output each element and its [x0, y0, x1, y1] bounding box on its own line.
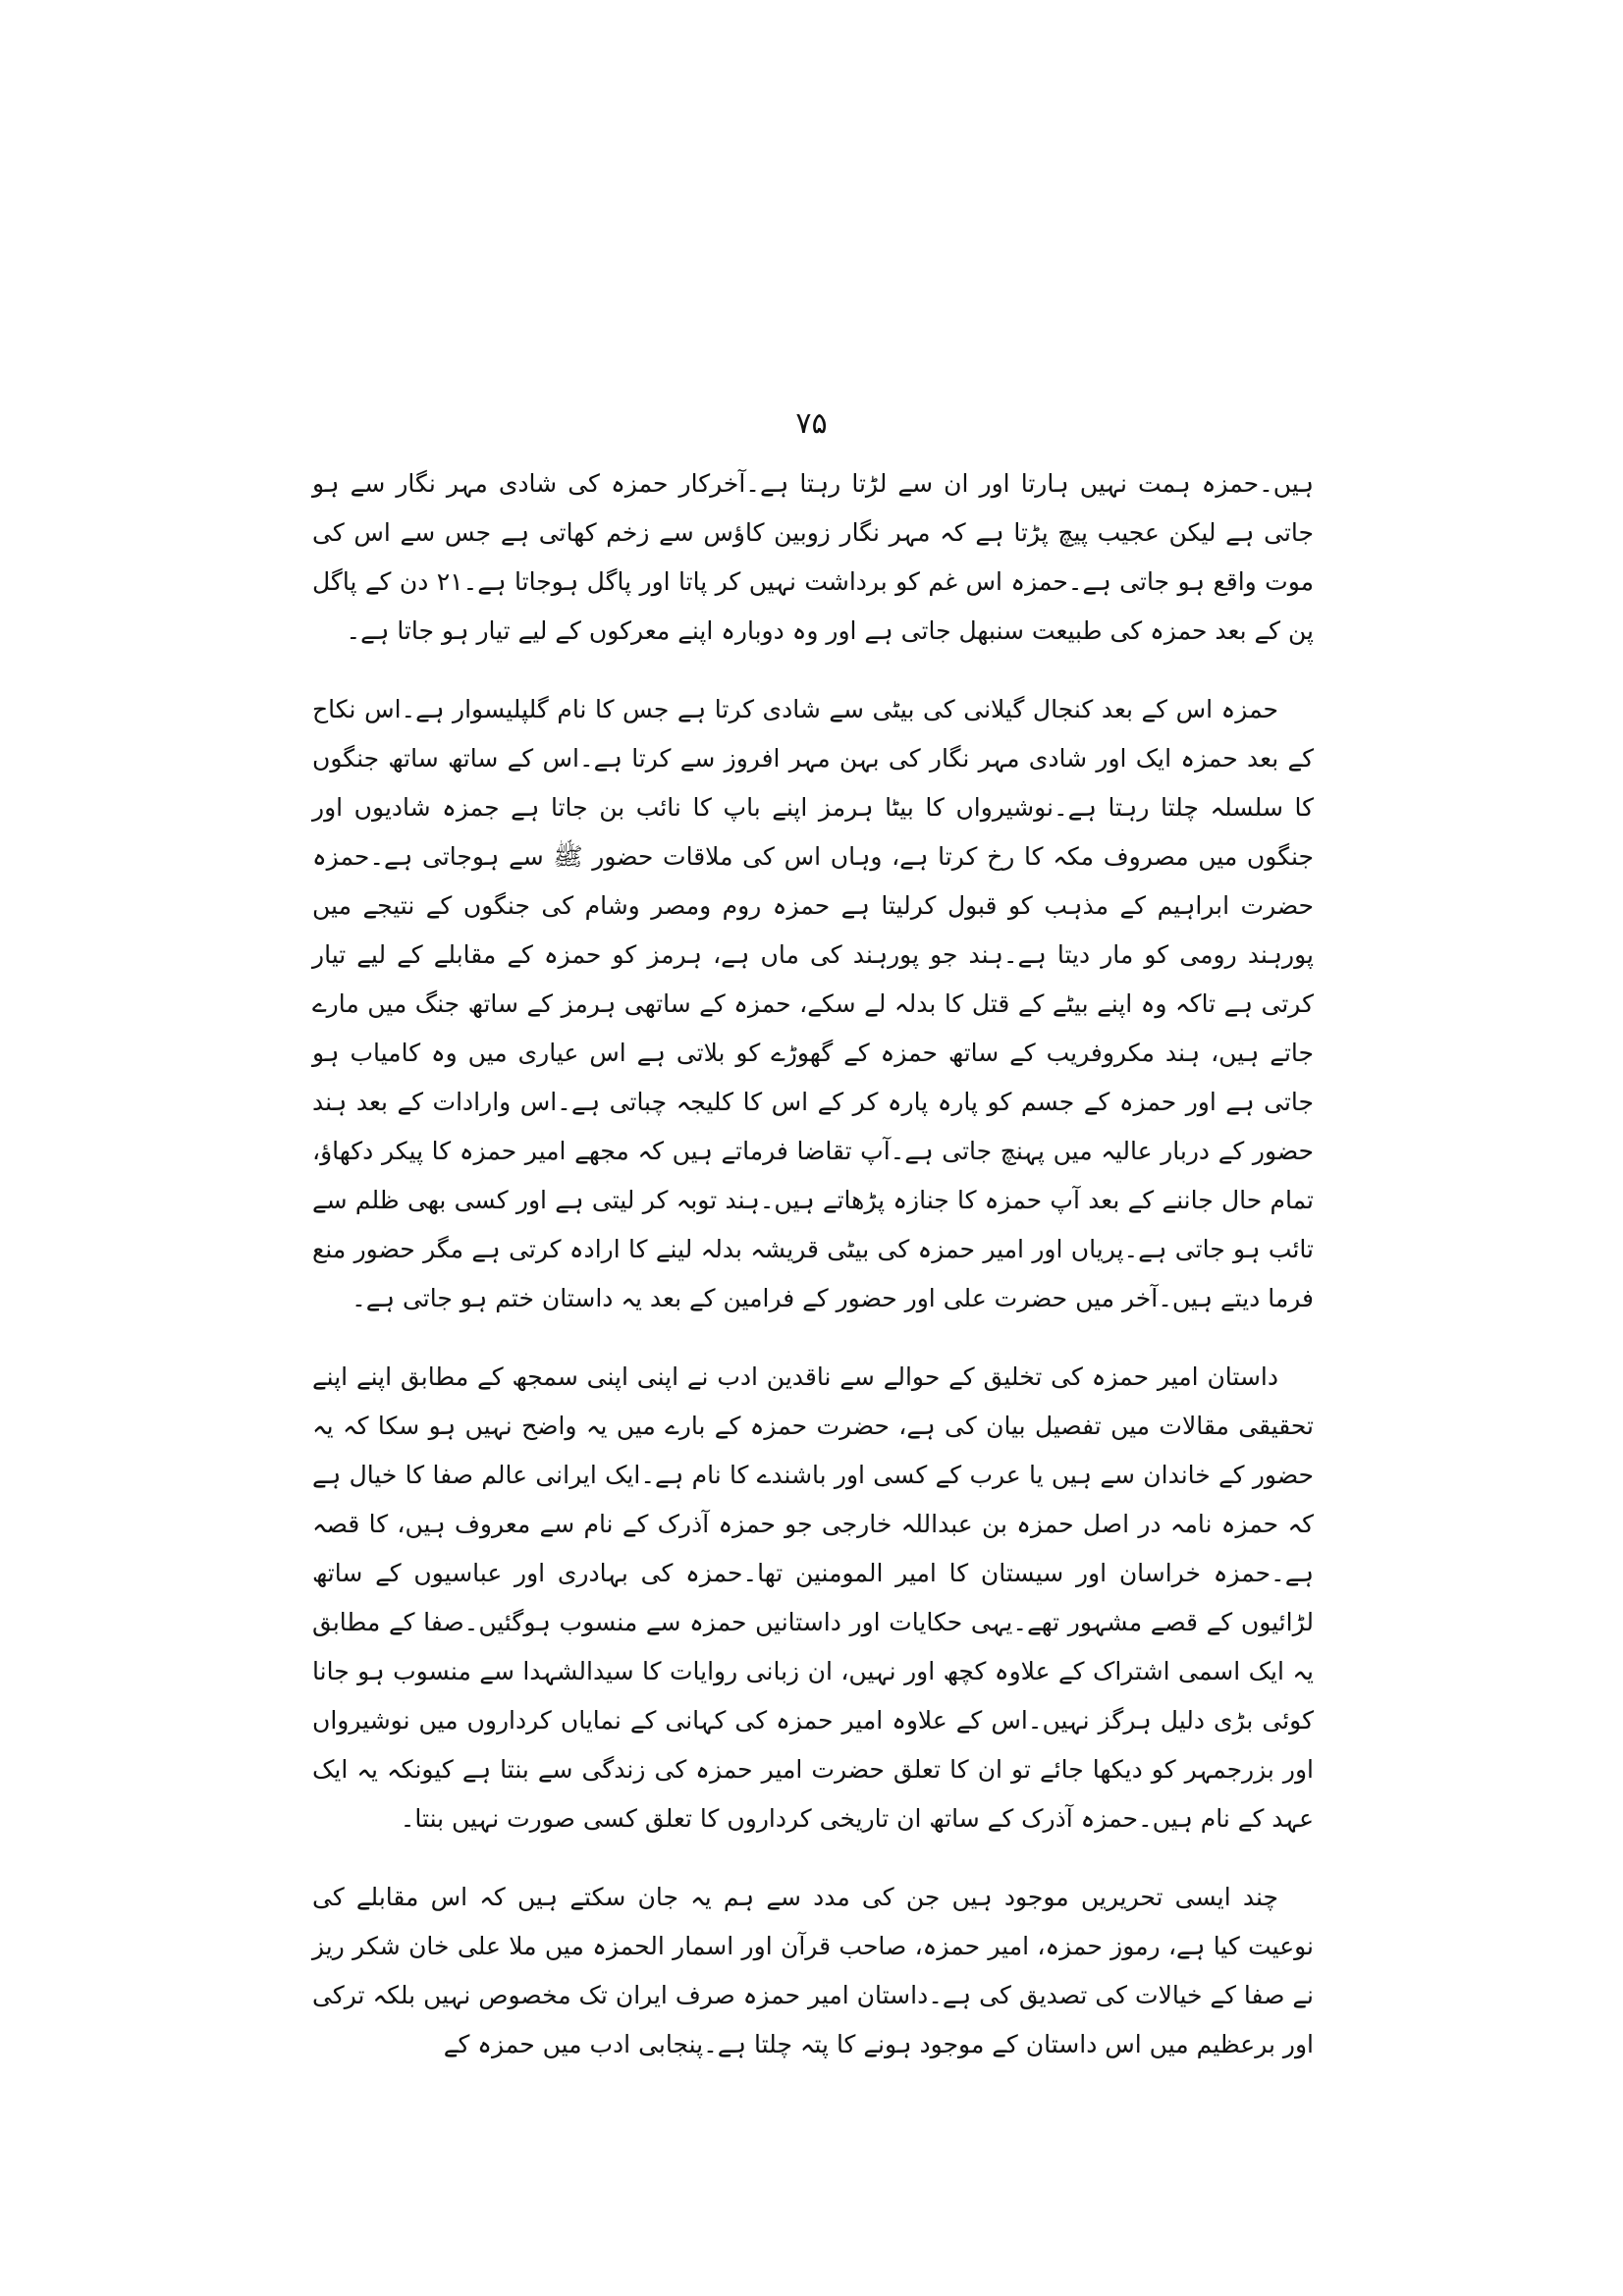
paragraph-2: حمزہ اس کے بعد کنجال گیلانی کی بیٹی سے شادی کرتا ہے جس کا نام گلپلیسوار ہے۔اس نکاح کے بعد حمزہ ایک اور شادی مہر نگار کی بہن مہر افروز سے کرتا ہے۔اس کے ساتھ ساتھ جنگوں کا سلسلہ چلتا رہتا ہے۔نوشیرواں کا بیٹا ہرمز اپنے باپ کا نائب بن جاتا ہے جمزہ شادیوں اور جنگوں میں مصروف مکہ کا رخ کرتا ہے، وہاں اس کی ملاقات حضور ﷺ سے ہوجاتی ہے۔حمزہ حضرت ابراہیم کے مذہب کو قبول کرلیتا ہے حمزہ روم ومصر وشام کی جنگوں کے نتیجے میں پورہند رومی کو مار دیتا ہے۔ہند جو پورہند کی ماں ہے، ہرمز کو حمزہ کے مقابلے کے لیے تیار کرتی ہے تاکہ وہ اپنے بیٹے کے قتل کا بدلہ لے سکے، حمزہ کے ساتھی ہرمز کے ساتھ جنگ میں مارے جاتے ہیں، ہند مکروفریب کے ساتھ حمزہ کے گھوڑے کو بلاتی ہے اس عیاری میں وہ کامیاب ہو جاتی ہے اور حمزہ کے جسم کو پارہ پارہ کر کے اس کا کلیجہ چباتی ہے۔اس وارادات کے بعد ہند حضور کے دربار عالیہ میں پہنچ جاتی ہے۔آپ تقاضا فرماتے ہیں کہ مجھے امیر حمزہ کا پیکر دکھاؤ، تمام حال جاننے کے بعد آپ حمزہ کا جنازہ پڑھاتے ہیں۔ہند توبہ کر لیتی ہے اور کسی بھی ظلم سے تائب ہو جاتی ہے۔پریاں اور امیر حمزہ کی بیٹی قریشہ بدلہ لینے کا ارادہ کرتی ہے مگر حضور منع فرما دیتے ہیں۔آخر میں حضرت علی اور حضور کے فرامین کے بعد یہ داستان ختم ہو جاتی ہے۔	[312, 695, 1314, 1312]
body-text	[312, 459, 1314, 2099]
page-number: ۷۵	[795, 406, 828, 441]
paragraph-3: داستان امیر حمزہ کی تخلیق کے حوالے سے ناقدین ادب نے اپنی اپنی سمجھ کے مطابق اپنے اپنے تحقیقی مقالات میں تفصیل بیان کی ہے، حضرت حمزہ کے بارے میں یہ واضح نہیں ہو سکا کہ یہ حضور کے خاندان سے ہیں یا عرب کے کسی اور باشندے کا نام ہے۔ایک ایرانی عالم صفا کا خیال ہے کہ حمزہ نامہ در اصل حمزہ بن عبداللہ خارجی جو حمزہ آذرک کے نام سے معروف ہیں، کا قصہ ہے۔حمزہ خراسان اور سیستان کا امیر المومنین تھا۔حمزہ کی بہادری اور عباسیوں کے ساتھ لڑائیوں کے قصے مشہور تھے۔یہی حکایات اور داستانیں حمزہ سے منسوب ہوگئیں۔صفا کے مطابق یہ ایک اسمی اشتراک کے علاوہ کچھ اور نہیں، ان زبانی روایات کا سیدالشہدا سے منسوب ہو جانا کوئی بڑی دلیل ہرگز نہیں۔اس کے علاوہ امیر حمزہ کی کہانی کے نمایاں کرداروں میں نوشیرواں اور بزرجمہر کو دیکھا جائے تو ان کا تعلق حضرت امیر حمزہ کی زندگی سے بنتا ہے کیونکہ یہ ایک عہد کے نام ہیں۔حمزہ آذرک کے ساتھ ان تاریخی کرداروں کا تعلق کسی صورت نہیں بنتا۔	[312, 1362, 1314, 1833]
paragraph-4: چند ایسی تحریریں موجود ہیں جن کی مدد سے ہم یہ جان سکتے ہیں کہ اس مقابلے کی نوعیت کیا ہے، رموز حمزہ، امیر حمزہ، صاحب قرآن اور اسمار الحمزہ میں ملا علی خان شکر ریز نے صفا کے خیالات کی تصدیق کی ہے۔داستان امیر حمزہ صرف ایران تک مخصوص نہیں بلکہ ترکی اور برعظیم میں اس داستان کے موجود ہونے کا پتہ چلتا ہے۔پنجابی ادب میں حمزہ کے	[312, 1883, 1314, 2058]
paragraph-1: ہیں۔حمزہ ہمت نہیں ہارتا اور ان سے لڑتا رہتا ہے۔آخرکار حمزہ کی شادی مہر نگار سے ہو جاتی ہے لیکن عجیب پیچ پڑتا ہے کہ مہر نگار زوبین کاؤس سے زخم کھاتی ہے جس سے اس کی موت واقع ہو جاتی ہے۔حمزہ اس غم کو برداشت نہیں کر پاتا اور پاگل ہوجاتا ہے۔۲۱ دن کے پاگل پن کے بعد حمزہ کی طبیعت سنبھل جاتی ہے اور وہ دوبارہ اپنے معرکوں کے لیے تیار ہو جاتا ہے۔	[312, 469, 1315, 645]
